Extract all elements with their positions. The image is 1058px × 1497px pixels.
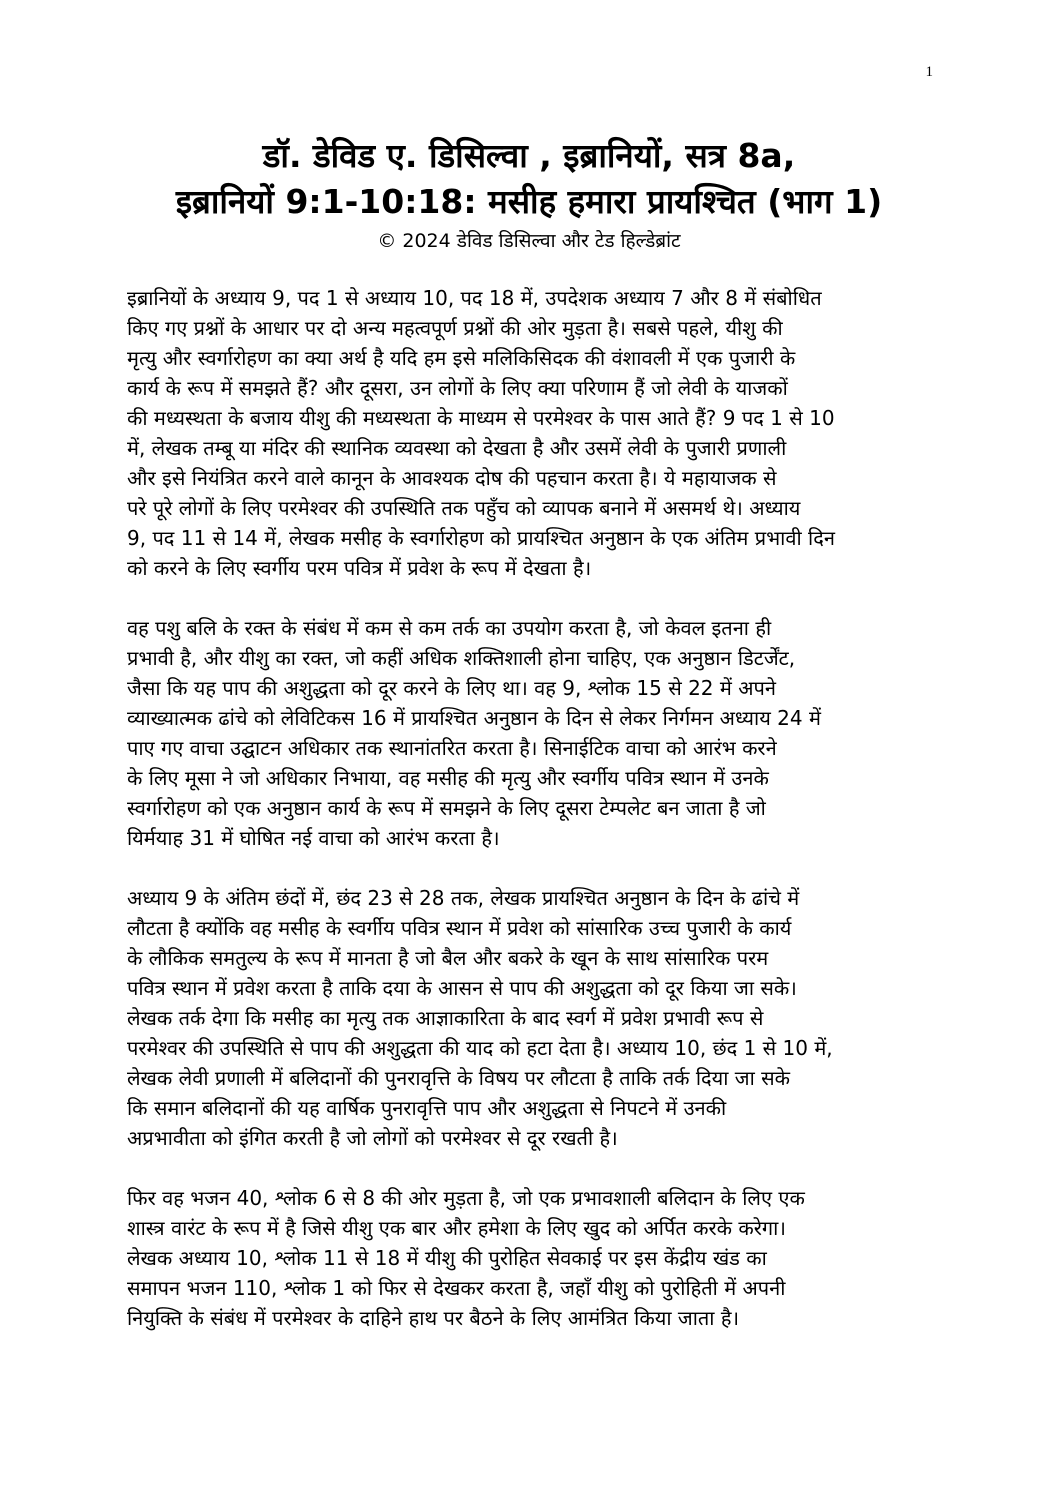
- text-line: में, लेखक तम्बू या मंदिर की स्थानिक व्यवस्था को देखता है और उसमें लेवी के पुजारी प्रणाली: [127, 436, 787, 460]
- document-title: [0, 133, 1058, 225]
- text-line: अप्रभावीता को इंगित करती है जो लोगों को परमेश्वर से दूर रखती है।: [127, 1126, 618, 1150]
- page-number: 1: [925, 64, 933, 80]
- text-line: लेखक लेवी प्रणाली में बलिदानों की पुनरावृत्ति के विषय पर लौटता है ताकि तर्क दिया जा सके: [127, 1066, 791, 1090]
- paragraph: [127, 613, 947, 853]
- text-line: मृत्यु और स्वर्गारोहण का क्या अर्थ है यदि हम इसे मलिकिसिदक की वंशावली में एक पुजारी के: [127, 346, 796, 370]
- text-line: शास्त्र वारंट के रूप में है जिसे यीशु एक बार और हमेशा के लिए खुद को अर्पित करके करेगा।: [127, 1216, 786, 1240]
- text-line: फिर वह भजन 40, श्लोक 6 से 8 की ओर मुड़ता है, जो एक प्रभावशाली बलिदान के लिए एक: [127, 1186, 805, 1210]
- text-line: लेखक तर्क देगा कि मसीह का मृत्यु तक आज्ञाकारिता के बाद स्वर्ग में प्रवेश प्रभावी रूप से: [127, 1006, 764, 1030]
- text-line: नियुक्ति के संबंध में परमेश्वर के दाहिने हाथ पर बैठने के लिए आमंत्रित किया जाता है।: [127, 1306, 740, 1330]
- text-line: स्वर्गारोहण को एक अनुष्ठान कार्य के रूप में समझने के लिए दूसरा टेम्पलेट बन जाता है जो: [127, 796, 766, 820]
- text-line: अध्याय 9 के अंतिम छंदों में, छंद 23 से 28 तक, लेखक प्रायश्चित अनुष्ठान के दिन के ढांचे में: [127, 886, 800, 910]
- title-line: डॉ. डेविड ए. डिसिल्वा , इब्रानियों, सत्र 8a,: [262, 136, 796, 175]
- text-line: यिर्मयाह 31 में घोषित नई वाचा को आरंभ करता है।: [127, 826, 500, 850]
- text-line: जैसा कि यह पाप की अशुद्धता को दूर करने के लिए था। वह 9, श्लोक 15 से 22 में अपने: [127, 676, 776, 700]
- text-line: किए गए प्रश्नों के आधार पर दो अन्य महत्वपूर्ण प्रश्नों की ओर मुड़ता है। सबसे पहले, यीशु की: [127, 316, 783, 340]
- paragraph: [127, 283, 947, 583]
- text-line: के लिए मूसा ने जो अधिकार निभाया, वह मसीह की मृत्यु और स्वर्गीय पवित्र स्थान में उनके: [127, 766, 769, 790]
- text-line: 9, पद 11 से 14 में, लेखक मसीह के स्वर्गारोहण को प्रायश्चित अनुष्ठान के एक अंतिम प्रभावी दिन: [127, 526, 835, 550]
- text-line: परे पूरे लोगों के लिए परमेश्वर की उपस्थिति तक पहुँच को व्यापक बनाने में असमर्थ थे। अध्याय: [127, 496, 801, 520]
- text-line: को करने के लिए स्वर्गीय परम पवित्र में प्रवेश के रूप में देखता है।: [127, 556, 592, 580]
- text-line: पाए गए वाचा उद्घाटन अधिकार तक स्थानांतरित करता है। सिनाईटिक वाचा को आरंभ करने: [127, 736, 777, 760]
- document-body: [127, 283, 947, 1363]
- text-line: वह पशु बलि के रक्त के संबंध में कम से कम तर्क का उपयोग करता है, जो केवल इतना ही: [127, 616, 772, 640]
- copyright-notice: © 2024 डेविड डिसिल्वा और टेड हिल्डेब्रांट: [377, 230, 681, 252]
- text-line: लौटता है क्योंकि वह मसीह के स्वर्गीय पवित्र स्थान में प्रवेश को सांसारिक उच्च पुजारी के कार्य: [127, 916, 792, 940]
- text-line: लेखक अध्याय 10, श्लोक 11 से 18 में यीशु की पुरोहित सेवकाई पर इस केंद्रीय खंड का: [127, 1246, 767, 1270]
- text-line: परमेश्वर की उपस्थिति से पाप की अशुद्धता की याद को हटा देता है। अध्याय 10, छंद 1 से 10 में,: [127, 1036, 833, 1060]
- paragraph: [127, 1183, 947, 1333]
- text-line: इब्रानियों के अध्याय 9, पद 1 से अध्याय 10, पद 18 में, उपदेशक अध्याय 7 और 8 में संबोधित: [127, 286, 822, 310]
- text-line: की मध्यस्थता के बजाय यीशु की मध्यस्थता के माध्यम से परमेश्वर के पास आते हैं? 9 पद 1 से 10: [127, 406, 835, 430]
- text-line: के लौकिक समतुल्य के रूप में मानता है जो बैल और बकरे के खून के साथ सांसारिक परम: [127, 946, 769, 970]
- text-line: समापन भजन 110, श्लोक 1 को फिर से देखकर करता है, जहाँ यीशु को पुरोहिती में अपनी: [127, 1276, 786, 1300]
- text-line: प्रभावी है, और यीशु का रक्त, जो कहीं अधिक शक्तिशाली होना चाहिए, एक अनुष्ठान डिटर्जेंट,: [127, 646, 796, 670]
- paragraph: [127, 883, 947, 1153]
- text-line: व्याख्यात्मक ढांचे को लेविटिकस 16 में प्रायश्चित अनुष्ठान के दिन से लेकर निर्गमन अध्याय 24 में: [127, 706, 821, 730]
- text-line: कि समान बलिदानों की यह वार्षिक पुनरावृत्ति पाप और अशुद्धता से निपटने में उनकी: [127, 1096, 727, 1120]
- text-line: और इसे नियंत्रित करने वाले कानून के आवश्यक दोष की पहचान करता है। ये महायाजक से: [127, 466, 777, 490]
- text-line: पवित्र स्थान में प्रवेश करता है ताकि दया के आसन से पाप की अशुद्धता को दूर किया जा सके।: [127, 976, 797, 1000]
- title-line: इब्रानियों 9:1-10:18: मसीह हमारा प्रायश्चित (भाग 1): [175, 182, 883, 221]
- text-line: कार्य के रूप में समझते हैं? और दूसरा, उन लोगों के लिए क्या परिणाम हैं जो लेवी के याजकों: [127, 376, 788, 400]
